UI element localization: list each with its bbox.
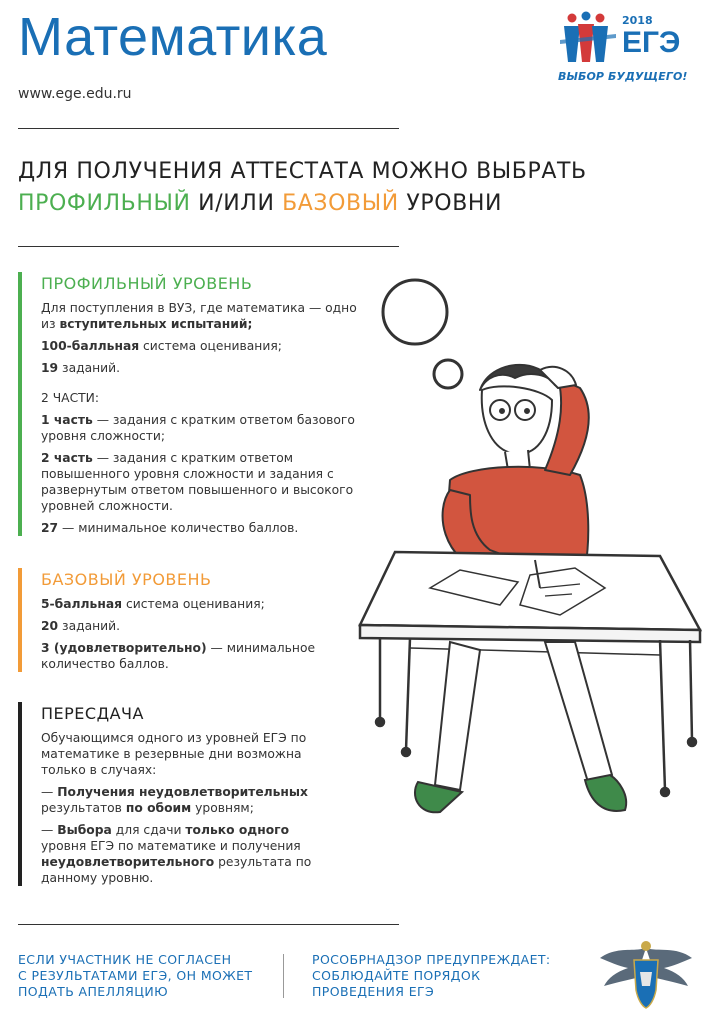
headline	[18, 156, 587, 220]
base-word: БАЗОВЫЙ	[282, 191, 399, 216]
headline-line2	[18, 188, 587, 220]
desk-icon	[360, 552, 700, 796]
base-p1: 5-балльная система оценивания;	[41, 597, 265, 611]
divider	[18, 128, 399, 129]
headline-connector: И/ИЛИ	[190, 191, 283, 216]
headline-tail: УРОВНИ	[398, 191, 503, 216]
footer-left-line: ПОДАТЬ АПЕЛЛЯЦИЮ	[18, 984, 169, 999]
footer-appeal-note	[18, 952, 278, 1000]
thought-bubble-icon	[383, 280, 462, 388]
footer-left-line: С РЕЗУЛЬТАТАМИ ЕГЭ, ОН МОЖЕТ	[18, 968, 253, 983]
profile-min: 27 — минимальное количество баллов.	[41, 521, 299, 535]
page-title: Математика	[18, 7, 328, 67]
retake-case1: — Получения неудовлетворительных результатов по обоим уровням;	[41, 785, 308, 815]
profile-parts-title: 2 ЧАСТИ:	[41, 391, 100, 405]
logo-name: ЕГЭ	[622, 26, 681, 59]
retake-title: ПЕРЕСДАЧА	[41, 704, 144, 723]
profile-title: ПРОФИЛЬНЫЙ УРОВЕНЬ	[41, 274, 253, 293]
divider	[18, 246, 399, 247]
retake-intro: Обучающимся одного из уровней ЕГЭ по математике в резервные дни возможна только в случаях:	[41, 731, 307, 777]
student-legs-icon	[415, 642, 626, 812]
student-illustration	[340, 270, 710, 850]
footer-right-line: ПРОВЕДЕНИЯ ЕГЭ	[312, 984, 435, 999]
profile-p3: 19 заданий.	[41, 361, 121, 375]
footer-left-line: ЕСЛИ УЧАСТНИК НЕ СОГЛАСЕН	[18, 952, 232, 967]
base-section	[18, 568, 341, 672]
profile-section	[18, 272, 371, 536]
footer-separator	[283, 954, 284, 998]
retake-section	[18, 702, 331, 886]
divider	[18, 924, 399, 925]
base-p3: 3 (удовлетворительно) — минимальное количество баллов.	[41, 641, 316, 671]
logo-year: 2018	[622, 14, 653, 27]
footer-warning-note	[312, 952, 582, 1000]
base-title: БАЗОВЫЙ УРОВЕНЬ	[41, 570, 212, 589]
profile-p2: 100-балльная система оценивания;	[41, 339, 282, 353]
footer-right-line: СОБЛЮДАЙТЕ ПОРЯДОК	[312, 968, 481, 983]
rosobrnadzor-emblem-icon	[596, 938, 696, 1014]
profile-part2: 2 часть — задания с кратким ответом повышенного уровня сложности и задания с развернутым ответом повышенного и высокого уровней сложности.	[41, 451, 354, 513]
logo-slogan: ВЫБОР БУДУЩЕГО!	[558, 70, 688, 83]
website-link[interactable]: www.ege.edu.ru	[18, 86, 132, 102]
headline-line1: ДЛЯ ПОЛУЧЕНИЯ АТТЕСТАТА МОЖНО ВЫБРАТЬ	[18, 159, 587, 184]
base-p2: 20 заданий.	[41, 619, 121, 633]
profile-word: ПРОФИЛЬНЫЙ	[18, 191, 191, 216]
logo-figures-icon	[560, 12, 616, 63]
retake-case2: — Выбора для сдачи только одного уровня ЕГЭ по математике и получения неудовлетворительного результата по данному уровню.	[41, 823, 312, 885]
footer-right-line: РОСОБРНАДЗОР ПРЕДУПРЕЖДАЕТ:	[312, 952, 551, 967]
profile-part1: 1 часть — задания с кратким ответом базового уровня сложности;	[41, 413, 355, 443]
profile-p1: Для поступления в ВУЗ, где математика — одно из вступительных испытаний;	[41, 301, 357, 331]
